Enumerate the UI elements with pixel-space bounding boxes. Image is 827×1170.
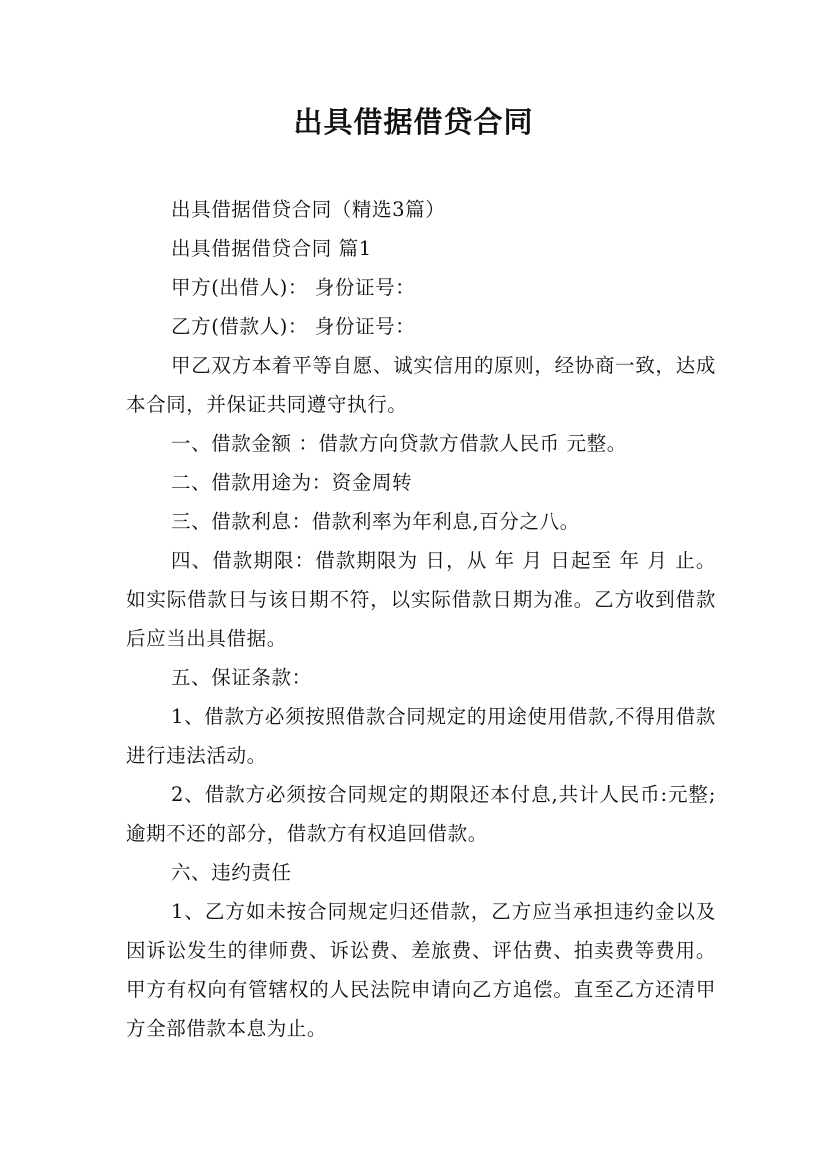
paragraph-liability-1: 1、乙方如未按合同规定归还借款，乙方应当承担违约金以及因诉讼发生的律师费、诉讼费、差旅费、评估费、拍卖费等费用。甲方有权向有管辖权的人民法院申请向乙方追偿。直至乙方还清甲方全部借款本息为止。 [126,900,716,1040]
paragraph-loan-interest: 三、借款利息：借款利率为年利息,百分之八。 [171,510,580,533]
document-title: 出具借据借贷合同 [293,105,534,139]
paragraph-guarantee-1: 1、借款方必须按照借款合同规定的用途使用借款,不得用借款进行违法活动。 [126,705,716,767]
paragraph-party-a: 甲方(出借人)： 身份证号： [171,276,416,299]
paragraph-subtitle: 出具借据借贷合同（精选3篇） [171,198,446,221]
paragraph-liability-heading: 六、违约责任 [171,861,292,884]
paragraph-section-heading: 出具借据借贷合同 篇1 [171,237,372,260]
paragraph-party-b: 乙方(借款人)： 身份证号： [171,315,416,338]
paragraph-loan-term: 四、借款期限：借款期限为 日，从 年 月 日起至 年 月 止。如实际借款日与该日期不符，以实际借款日期为准。乙方收到借款后应当出具借据。 [126,549,716,650]
paragraph-guarantee-heading: 五、保证条款： [171,666,312,689]
paragraph-loan-amount: 一、借款金额 ：借款方向贷款方借款人民币 元整。 [171,432,627,455]
paragraph-guarantee-2: 2、借款方必须按合同规定的期限还本付息,共计人民币:元整;逾期不还的部分，借款方有权追回借款。 [126,783,716,845]
paragraph-preamble: 甲乙双方本着平等自愿、诚实信用的原则，经协商一致，达成本合同，并保证共同遵守执行。 [126,354,716,416]
document-body [126,190,716,1048]
paragraph-loan-purpose: 二、借款用途为：资金周转 [171,471,413,494]
